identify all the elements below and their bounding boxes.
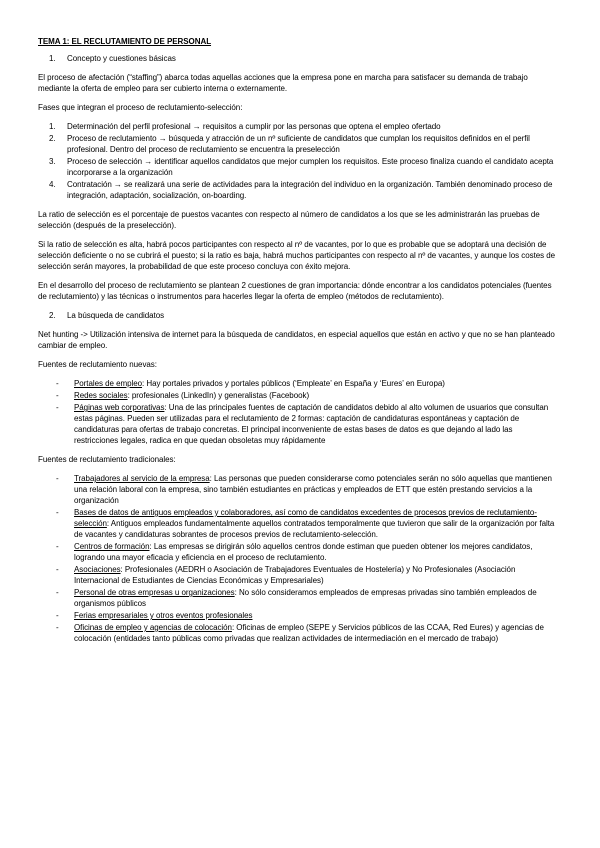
list-item (38, 622, 562, 644)
fuentes-tradicionales-list (38, 473, 562, 644)
paragraph-nethunting: Net hunting -> Utilización intensiva de internet para la búsqueda de candidatos, en especial aquellos que están en activo y que no se han planteado cambiar de empleo. (38, 330, 555, 350)
list-item (38, 402, 562, 446)
item-text: : profesionales (LinkedIn) y generalistas (Facebook) (127, 391, 310, 400)
list-item (38, 390, 562, 401)
section-number: 1. (49, 54, 56, 63)
item-label: Redes sociales (74, 391, 128, 400)
item-text: Determinación del perfil profesional → requisitos a cumplir por las personas que optena el empleo ofertado (67, 122, 441, 131)
dash-bullet: - (56, 379, 59, 388)
dash-bullet: - (56, 565, 59, 574)
dash-bullet: - (56, 611, 59, 620)
list-item (38, 179, 562, 201)
fuentes-tradicionales-title: Fuentes de reclutamiento tradicionales: (38, 455, 176, 464)
item-text: : Las empresas se dirigirán sólo aquellos centros donde estiman que pueden obtener los mejores candidatos, logrando una mayor eficacia y eficiencia en el proceso de reclutamiento. (74, 542, 533, 562)
paragraph-ratio-alta: Si la ratio de selección es alta, habrá pocos participantes con respecto al nº de vacantes, por lo que es probable que se adoptará una decisión de selección deficiente o no se cubrirá el puesto; si la ratio es baja, habrá muchos participantes con respecto al nº de vacantes, y aunque los costes de selección serán mayores, la probabilidad de que este proceso concluya con éxito mejora. (38, 240, 556, 271)
item-label: Oficinas de empleo y agencias de colocación (74, 623, 232, 632)
list-item (38, 378, 562, 389)
list-item (38, 541, 562, 563)
fuentes-nuevas-title: Fuentes de reclutamiento nuevas: (38, 360, 157, 369)
item-number: 4. (49, 180, 56, 189)
dash-bullet: - (56, 588, 59, 597)
fuentes-nuevas-list (38, 378, 562, 446)
list-item (38, 133, 562, 155)
page-title: TEMA 1: EL RECLUTAMIENTO DE PERSONAL (38, 37, 212, 46)
item-text: : Profesionales (AEDRH o Asociación de Trabajadores Eventuales de Hostelería) y No Profesionales (Asociación Internacional de Estudiantes de Ciencias Económicas y Empresariales) (74, 565, 516, 585)
dash-bullet: - (56, 391, 59, 400)
item-text: : Oficinas de empleo (SEPE y Servicios públicos de las CCAA, Red Eures) y agencias de colocación (entidades tanto públicas como privadas que realizan actividades de intermediación en el mercado de trabajo) (74, 623, 544, 643)
item-text: Contratación → se realizará una serie de actividades para la integración del individuo en la organización. También denominado proceso de integración, adaptación, socialización, on-boarding. (67, 180, 553, 200)
item-label: Asociaciones (74, 565, 121, 574)
list-item (38, 473, 562, 506)
item-label: Portales de empleo (74, 379, 143, 388)
item-label: Ferias empresariales y otros eventos profesionales (74, 611, 253, 620)
paragraph-desarrollo: En el desarrollo del proceso de reclutamiento se plantean 2 cuestiones de gran importancia: dónde encontrar a los candidatos potenciales (fuentes de reclutamiento) y las técnicas o instrumentos para hacerles llegar la oferta de empleo (métodos de reclutamiento). (38, 281, 552, 301)
item-label: Bases de datos de antiguos empleados y colaboradores, así como de candidatos excedentes de procesos previos de reclutamiento-selección (74, 508, 537, 528)
item-text: Proceso de selección → identificar aquellos candidatos que mejor cumplen los requisitos. Este proceso finaliza cuando el candidato acepta incorporarse a la organización (67, 157, 554, 177)
item-number: 1. (49, 122, 56, 131)
list-item (38, 156, 562, 178)
dash-bullet: - (56, 508, 59, 517)
section-title: Concepto y cuestiones básicas (67, 54, 176, 63)
section-number: 2. (49, 311, 56, 320)
dash-bullet: - (56, 542, 59, 551)
item-text: Proceso de reclutamiento → búsqueda y atracción de un nº suficiente de candidatos que cumplan los requisitos definidos en el perfil profesional. Dentro del proceso de reclutamiento se encuentra la preselección (67, 134, 530, 154)
phases-list (38, 121, 562, 201)
item-label: Centros de formación (74, 542, 150, 551)
item-text: : No sólo consideramos empleados de empresas privadas sino también empleados de organismos públicos (74, 588, 537, 608)
paragraph-staffing: El proceso de afectación (“staffing”) abarca todas aquellas acciones que la empresa pone en marcha para satisfacer su demanda de trabajo mediante la oferta de empleo para ser cubierto interna o externamente. (38, 73, 528, 93)
item-number: 2. (49, 134, 56, 143)
item-number: 3. (49, 157, 56, 166)
section-heading-1 (38, 53, 562, 64)
dash-bullet: - (56, 623, 59, 632)
item-label: Páginas web corporativas (74, 403, 165, 412)
item-text: : Hay portales privados y portales públicos (‘Empleate’ en España y ‘Eures’ en Europa) (142, 379, 445, 388)
dash-bullet: - (56, 403, 59, 412)
list-item (38, 587, 562, 609)
paragraph-fases-intro: Fases que integran el proceso de reclutamiento-selección: (38, 103, 243, 112)
item-label: Personal de otras empresas u organizaciones (74, 588, 235, 597)
paragraph-ratio: La ratio de selección es el porcentaje de puestos vacantes con respecto al número de candidatos a los que se les administrarán las pruebas de selección (después de la preselección). (38, 210, 540, 230)
list-item (38, 564, 562, 586)
list-item (38, 507, 562, 540)
item-text: : Una de las principales fuentes de captación de candidatos debido al alto volumen de usuarios que consultan estas páginas. Pueden ser utilizadas para el reclutamiento de 2 formas: captación de candidaturas espontáneas y captación de candidaturas para ofertas de trabajo concretas. El principal inconveniente de estas bases de datos es que dejando al lado las restricciones legales, radica en que quedan obsoletas muy rápidamente (74, 403, 549, 445)
item-text: : Las personas que pueden considerarse como potenciales serán no sólo aquellas que mantienen una relación laboral con la empresa, sino también estudiantes en prácticas y empleados de ETT que estén prestando servicios a la organización (74, 474, 552, 505)
item-label: Trabajadores al servicio de la empresa (74, 474, 210, 483)
section-title: La búsqueda de candidatos (67, 311, 165, 320)
item-text: : Antiguos empleados fundamentalmente aquellos contratados temporalmente que tuvieron que salir de la organización por falta de vacantes y candidaturas sobrantes de procesos previos de reclutamiento-selección. (74, 519, 555, 539)
section-heading-2 (38, 310, 562, 321)
list-item (38, 121, 562, 132)
list-item (38, 610, 562, 621)
dash-bullet: - (56, 474, 59, 483)
